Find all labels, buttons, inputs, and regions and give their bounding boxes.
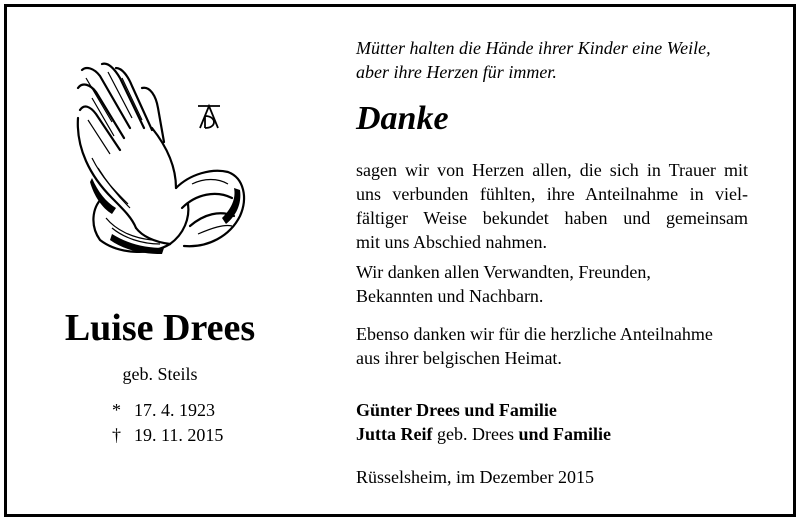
quote (356, 36, 748, 84)
birth-symbol: * (112, 400, 121, 420)
paragraph-line: sagen wir von Herzen allen, die sich in Trauer mit (356, 160, 748, 180)
paragraph-line: Ebenso danken wir für die herzliche Anteilnahme (356, 324, 713, 344)
born-name: geb. Steils (122, 364, 198, 384)
paragraph-line: mit uns Abschied nahmen. (356, 232, 547, 252)
quote-line: aber ihre Herzen für immer. (356, 62, 557, 82)
paragraph-line: uns verbunden fühlten, ihre Anteilnahme in viel- (356, 184, 748, 204)
paragraph-line: aus ihrer belgischen Heimat. (356, 348, 562, 368)
ad-monogram-icon (196, 102, 222, 130)
family-suffix: und Familie (518, 424, 611, 444)
death-line (112, 423, 223, 448)
family-line: Günter Drees und Familie (356, 400, 557, 420)
life-dates (112, 398, 223, 448)
deceased-name: Luise Drees (64, 307, 256, 349)
relatives-paragraph (356, 260, 748, 308)
paragraph-line: fältiger Weise bekundet haben und gemeinsam (356, 208, 748, 228)
family-line (356, 422, 748, 446)
birth-date: 17. 4. 1923 (134, 400, 215, 420)
paragraph-line: Bekannten und Nachbarn. (356, 286, 544, 306)
place-date: Rüsselsheim, im Dezember 2015 (356, 467, 594, 487)
quote-line: Mütter halten die Hände ihrer Kinder eine Weile, (356, 38, 711, 58)
heading-danke: Danke (356, 100, 449, 137)
death-date: 19. 11. 2015 (134, 425, 224, 445)
family-signature (356, 398, 748, 446)
praying-hands-icon (72, 58, 252, 258)
paragraph-line: Wir danken allen Verwandten, Freunden, (356, 262, 651, 282)
family-name: Jutta Reif (356, 424, 433, 444)
death-symbol: † (112, 425, 121, 445)
thanks-paragraph (356, 158, 748, 254)
family-born-name: geb. Drees (432, 424, 519, 444)
belgium-paragraph (356, 322, 748, 370)
birth-line (112, 398, 223, 423)
